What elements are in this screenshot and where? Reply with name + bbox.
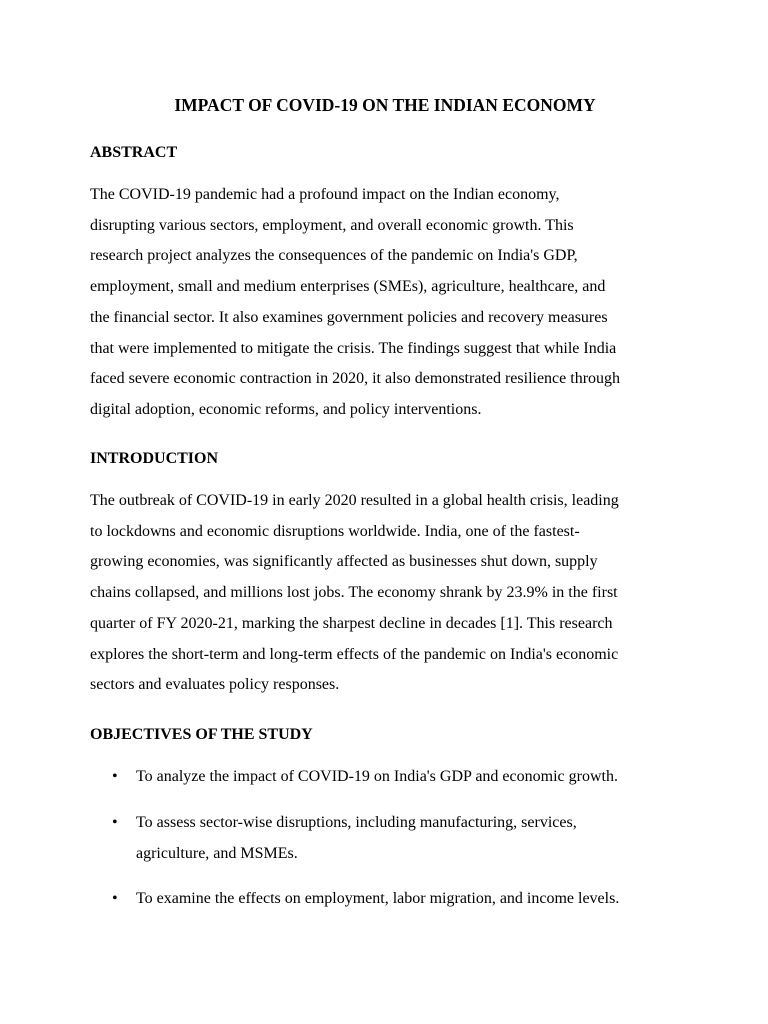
introduction-line: to lockdowns and economic disruptions worldwide. India, one of the fastest- — [90, 522, 580, 540]
abstract-line: The COVID-19 pandemic had a profound impact on the Indian economy, — [90, 186, 560, 203]
abstract-heading: ABSTRACT — [90, 144, 178, 161]
introduction-line: sectors and evaluates policy responses. — [90, 676, 340, 694]
objective-text — [136, 762, 686, 793]
abstract-paragraph — [90, 180, 680, 426]
abstract-line: digital adoption, economic reforms, and policy interventions. — [90, 400, 482, 418]
abstract-line: the financial sector. It also examines government policies and recovery measures — [90, 308, 608, 326]
abstract-line: disrupting various sectors, employment, and overall economic growth. This — [90, 216, 574, 234]
objective-text — [136, 808, 686, 869]
bullet-icon: • — [112, 814, 118, 831]
introduction-heading: INTRODUCTION — [90, 450, 219, 467]
introduction-line: The outbreak of COVID-19 in early 2020 resulted in a global health crisis, leading — [90, 492, 619, 509]
introduction-line: explores the short-term and long-term effects of the pandemic on India's economic — [90, 645, 619, 663]
objective-text — [136, 884, 686, 915]
abstract-line: faced severe economic contraction in 2020, it also demonstrated resilience through — [90, 370, 621, 388]
introduction-paragraph — [90, 486, 680, 701]
objective-line: To assess sector-wise disruptions, including manufacturing, services, — [136, 814, 577, 831]
abstract-line: research project analyzes the consequences of the pandemic on India's GDP, — [90, 247, 578, 265]
objective-line: agriculture, and MSMEs. — [136, 844, 298, 862]
bullet-icon: • — [112, 768, 118, 785]
bullet-icon: • — [112, 890, 118, 907]
document-title: IMPACT OF COVID-19 ON THE INDIAN ECONOMY — [174, 95, 596, 115]
objective-line: To analyze the impact of COVID-19 on India's GDP and economic growth. — [136, 768, 618, 785]
objectives-heading: OBJECTIVES OF THE STUDY — [90, 726, 313, 743]
introduction-line: quarter of FY 2020-21, marking the sharpest decline in decades [1]. This research — [90, 614, 613, 632]
objective-line: To examine the effects on employment, labor migration, and income levels. — [136, 890, 620, 907]
introduction-line: growing economies, was significantly affected as businesses shut down, supply — [90, 553, 598, 571]
abstract-line: employment, small and medium enterprises (SMEs), agriculture, healthcare, and — [90, 278, 606, 296]
abstract-line: that were implemented to mitigate the crisis. The findings suggest that while India — [90, 339, 617, 357]
introduction-line: chains collapsed, and millions lost jobs. The economy shrank by 23.9% in the first — [90, 584, 618, 602]
